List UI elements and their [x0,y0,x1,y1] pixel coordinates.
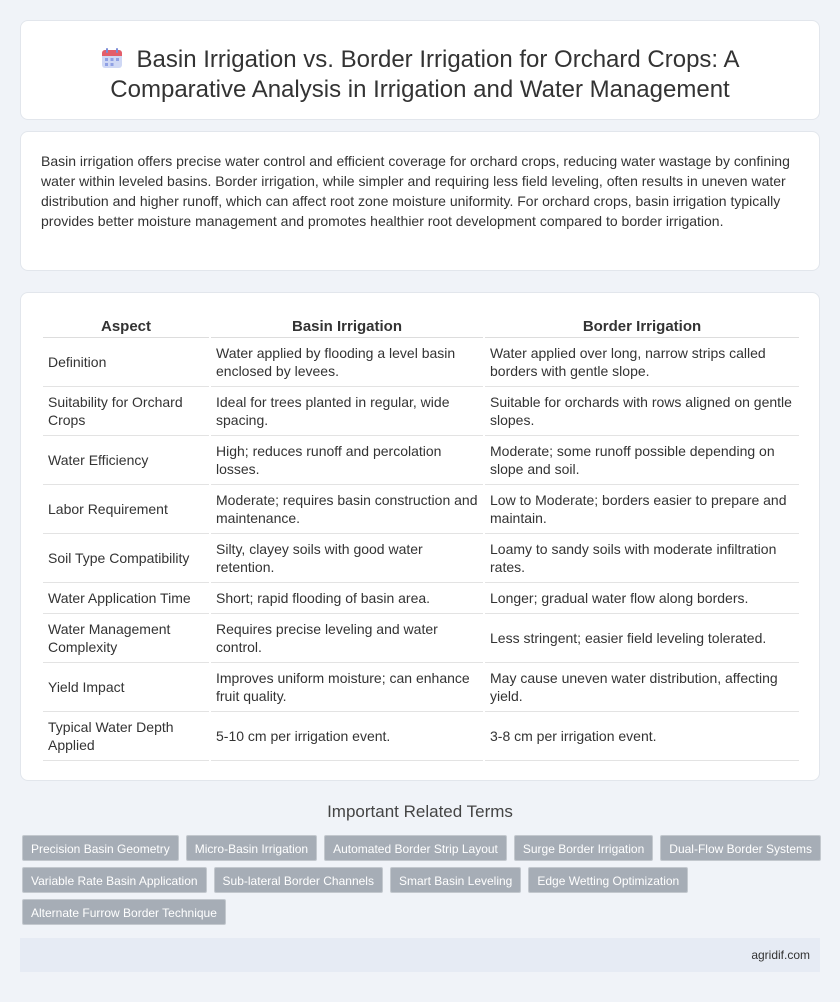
page-title-text: Basin Irrigation vs. Border Irrigation for Orchard Crops: A Comparative Analysis in Irrigation and Water Management [110,46,740,103]
header-basin: Basin Irrigation [211,312,483,338]
table-row [43,583,799,614]
table-row [43,712,799,761]
related-term-tag[interactable]: Surge Border Irrigation [514,835,653,861]
comparison-table [41,312,801,761]
aspect-cell: Yield Impact [43,663,209,712]
border-cell: Less stringent; easier field leveling tolerated. [485,614,799,663]
border-cell: 3-8 cm per irrigation event. [485,712,799,761]
table-row [43,387,799,436]
aspect-cell: Labor Requirement [43,485,209,534]
related-term-tag[interactable]: Smart Basin Leveling [390,867,521,893]
table-row [43,534,799,583]
related-terms-heading: Important Related Terms [327,802,513,821]
table-row [43,663,799,712]
aspect-cell: Water Management Complexity [43,614,209,663]
aspect-cell: Suitability for Orchard Crops [43,387,209,436]
border-cell: Longer; gradual water flow along borders. [485,583,799,614]
basin-cell: Short; rapid flooding of basin area. [211,583,483,614]
intro-paragraph: Basin irrigation offers precise water control and efficient coverage for orchard crops, reducing water wastage by confining water within leveled basins. Border irrigation, while simpler and requiring less field leveling, often results in uneven water distribution and higher runoff, which can affect root zone moisture uniformity. For orchard crops, basin irrigation typically provides better moisture management and promotes healthier root development compared to border irrigation. [41,153,790,229]
footer [20,938,820,972]
header-aspect: Aspect [43,312,209,338]
border-cell: May cause uneven water distribution, affecting yield. [485,663,799,712]
related-term-tag[interactable]: Edge Wetting Optimization [528,867,688,893]
basin-cell: Silty, clayey soils with good water retention. [211,534,483,583]
comparison-card [20,292,820,781]
related-term-tag[interactable]: Micro-Basin Irrigation [186,835,317,861]
basin-cell: Moderate; requires basin construction and maintenance. [211,485,483,534]
related-terms-list [22,835,822,925]
border-cell: Low to Moderate; borders easier to prepare and maintain. [485,485,799,534]
aspect-cell: Typical Water Depth Applied [43,712,209,761]
table-row [43,614,799,663]
basin-cell: Water applied by flooding a level basin enclosed by levees. [211,338,483,387]
related-term-tag[interactable]: Alternate Furrow Border Technique [22,899,226,925]
aspect-cell: Soil Type Compatibility [43,534,209,583]
table-row [43,338,799,387]
aspect-cell: Definition [43,338,209,387]
basin-cell: Improves uniform moisture; can enhance fruit quality. [211,663,483,712]
basin-cell: High; reduces runoff and percolation losses. [211,436,483,485]
header-border: Border Irrigation [485,312,799,338]
aspect-cell: Water Application Time [43,583,209,614]
related-term-tag[interactable]: Precision Basin Geometry [22,835,179,861]
border-cell: Suitable for orchards with rows aligned on gentle slopes. [485,387,799,436]
title-card [20,20,820,120]
related-term-tag[interactable]: Dual-Flow Border Systems [660,835,821,861]
footer-site-link[interactable]: agridif.com [751,948,810,962]
border-cell: Moderate; some runoff possible depending on slope and soil. [485,436,799,485]
aspect-cell: Water Efficiency [43,436,209,485]
table-row [43,436,799,485]
basin-cell: 5-10 cm per irrigation event. [211,712,483,761]
table-row [43,485,799,534]
related-term-tag[interactable]: Automated Border Strip Layout [324,835,507,861]
calendar-icon [101,47,123,69]
border-cell: Loamy to sandy soils with moderate infiltration rates. [485,534,799,583]
page-title [51,45,789,105]
basin-cell: Requires precise leveling and water control. [211,614,483,663]
related-term-tag[interactable]: Variable Rate Basin Application [22,867,207,893]
border-cell: Water applied over long, narrow strips called borders with gentle slope. [485,338,799,387]
basin-cell: Ideal for trees planted in regular, wide spacing. [211,387,483,436]
table-header-row [43,312,799,338]
intro-card [20,131,820,271]
related-term-tag[interactable]: Sub-lateral Border Channels [214,867,383,893]
